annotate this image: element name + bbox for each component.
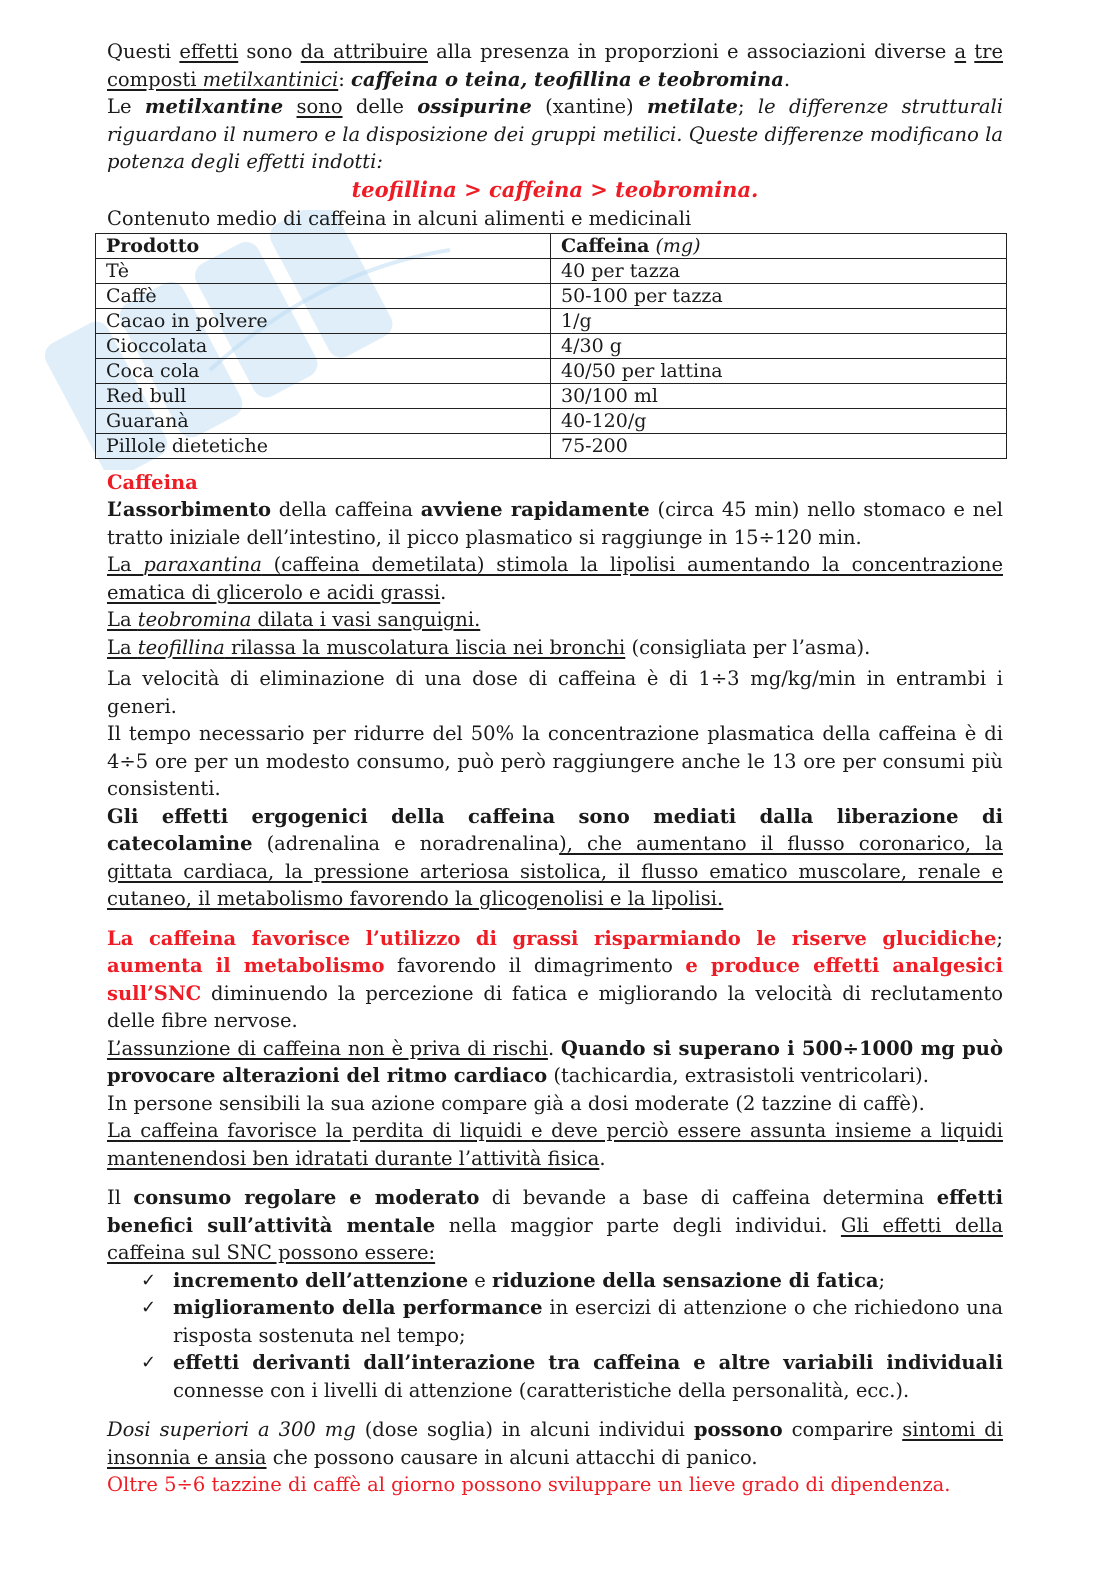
intro-paragraph-2: Le metilxantine sono delle ossipurine (xantine) metilate; le differenze strutturali riguardano il numero e la disposizione dei gruppi metilici. Queste differenze modificano la potenza degli effetti indotti: bbox=[107, 95, 1004, 173]
list-item: ✓ miglioramento della performance in esercizi di attenzione o che richiedono una risposta sostenuta nel tempo; bbox=[141, 1296, 1003, 1347]
dependence-paragraph: Oltre 5÷6 tazzine di caffè al giorno possono sviluppare un lieve grado di dipendenza. bbox=[107, 1473, 951, 1496]
caffeine-content-table bbox=[95, 233, 1007, 459]
theophylline-line: La teofillina rilassa la muscolatura liscia nei bronchi (consigliata per l’asma). bbox=[107, 635, 871, 659]
sensitive-persons-line: In persone sensibili la sua azione compare già a dosi moderate (2 tazzine di caffè). bbox=[107, 1091, 925, 1115]
header-product: Prodotto bbox=[96, 233, 551, 258]
table-caption: Contenuto medio di caffeina in alcuni alimenti e medicinali bbox=[107, 207, 692, 230]
check-icon: ✓ bbox=[141, 1297, 157, 1318]
table-row: Red bull 30/100 ml bbox=[96, 383, 1007, 408]
potency-ranking: teofillina > caffeina > teobromina. bbox=[351, 176, 759, 202]
table-row: Cioccolata 4/30 g bbox=[96, 333, 1007, 358]
absorption-paragraph: L’assorbimento della caffeina avviene rapidamente (circa 45 min) nello stomaco e nel tratto iniziale dell’intestino, il picco plasmatico si raggiunge in 15÷120 min. bbox=[107, 498, 1003, 549]
table-header-row bbox=[96, 233, 1007, 258]
table-row: Coca cola 40/50 per lattina bbox=[96, 358, 1007, 383]
intro-paragraph-1: Questi effetti sono da attribuire alla presenza in proporzioni e associazioni diverse a tre composti metilxantinici: caffeina o teina, teofillina e teobromina. bbox=[107, 40, 1003, 91]
elimination-paragraph: La velocità di eliminazione di una dose di caffeina è di 1÷3 mg/kg/min in entrambi i generi. bbox=[107, 667, 1003, 718]
document-page bbox=[107, 38, 1003, 1499]
hydration-paragraph: La caffeina favorisce la perdita di liquidi e deve perciò essere assunta insieme a liquidi mantenendosi ben idratati durante l’attività fisica. bbox=[107, 1119, 1003, 1170]
check-icon: ✓ bbox=[141, 1352, 157, 1373]
snc-effects-list bbox=[107, 1267, 1003, 1405]
ergogenic-paragraph: Gli effetti ergogenici della caffeina sono mediati dalla liberazione di catecolamine (adrenalina e noradrenalina), che aumentano il flusso coronarico, la gittata cardiaca, la pressione arteriosa sistolica, il flusso ematico muscolare, renale e cutaneo, il metabolismo favorendo la glicogenolisi e la lipolisi. bbox=[107, 804, 1003, 910]
list-item: ✓ effetti derivanti dall’interazione tra caffeina e altre variabili individuali connesse con i livelli di attenzione (caratteristiche della personalità, ecc.). bbox=[141, 1351, 1003, 1402]
table-row: Caffè 50-100 per tazza bbox=[96, 283, 1007, 308]
risk-paragraph: L’assunzione di caffeina non è priva di rischi. Quando si superano i 500÷1000 mg può provocare alterazioni del ritmo cardiaco (tachicardia, extrasistoli ventricolari). bbox=[107, 1036, 1003, 1087]
dose-threshold-paragraph: Dosi superiori a 300 mg (dose soglia) in alcuni individui possono comparire sintomi di insonnia e ansia che possono causare in alcuni attacchi di panico. bbox=[107, 1418, 1004, 1469]
header-caffeine: Caffeina (mg) bbox=[551, 233, 1007, 258]
table-row: Pillole dietetiche 75-200 bbox=[96, 433, 1007, 458]
check-icon: ✓ bbox=[141, 1269, 157, 1291]
fat-metabolism-paragraph: La caffeina favorisce l’utilizzo di grassi risparmiando le riserve glucidiche; aumenta il metabolismo favorendo il dimagrimento e produce effetti analgesici sull’SNC diminuendo la percezione di fatica e migliorando la velocità di reclutamento delle fibre nervose. bbox=[107, 926, 1003, 1032]
list-item: ✓ incremento dell’attenzione e riduzione della sensazione di fatica; bbox=[173, 1267, 1003, 1295]
table-row: Cacao in polvere 1/g bbox=[96, 308, 1007, 333]
theobromine-line: La teobromina dilata i vasi sanguigni. bbox=[107, 608, 481, 631]
half-life-paragraph: Il tempo necessario per ridurre del 50% la concentrazione plasmatica della caffeina è di 4÷5 ore per un modesto consumo, può però raggiungere anche le 13 ore per consumi più consistenti. bbox=[107, 722, 1003, 800]
consumption-paragraph: Il consumo regolare e moderato di bevande a base di caffeina determina effetti benefici sull’attività mentale nella maggior parte degli individui. Gli effetti della caffeina sul SNC possono essere: bbox=[107, 1186, 1003, 1264]
section-heading-caffeina: Caffeina bbox=[107, 470, 198, 494]
table-row: Tè 40 per tazza bbox=[96, 258, 1007, 283]
table-row: Guaranà 40-120/g bbox=[96, 408, 1007, 433]
paraxanthine-paragraph: La paraxantina (caffeina demetilata) stimola la lipolisi aumentando la concentrazione ematica di glicerolo e acidi grassi. bbox=[107, 553, 1003, 604]
